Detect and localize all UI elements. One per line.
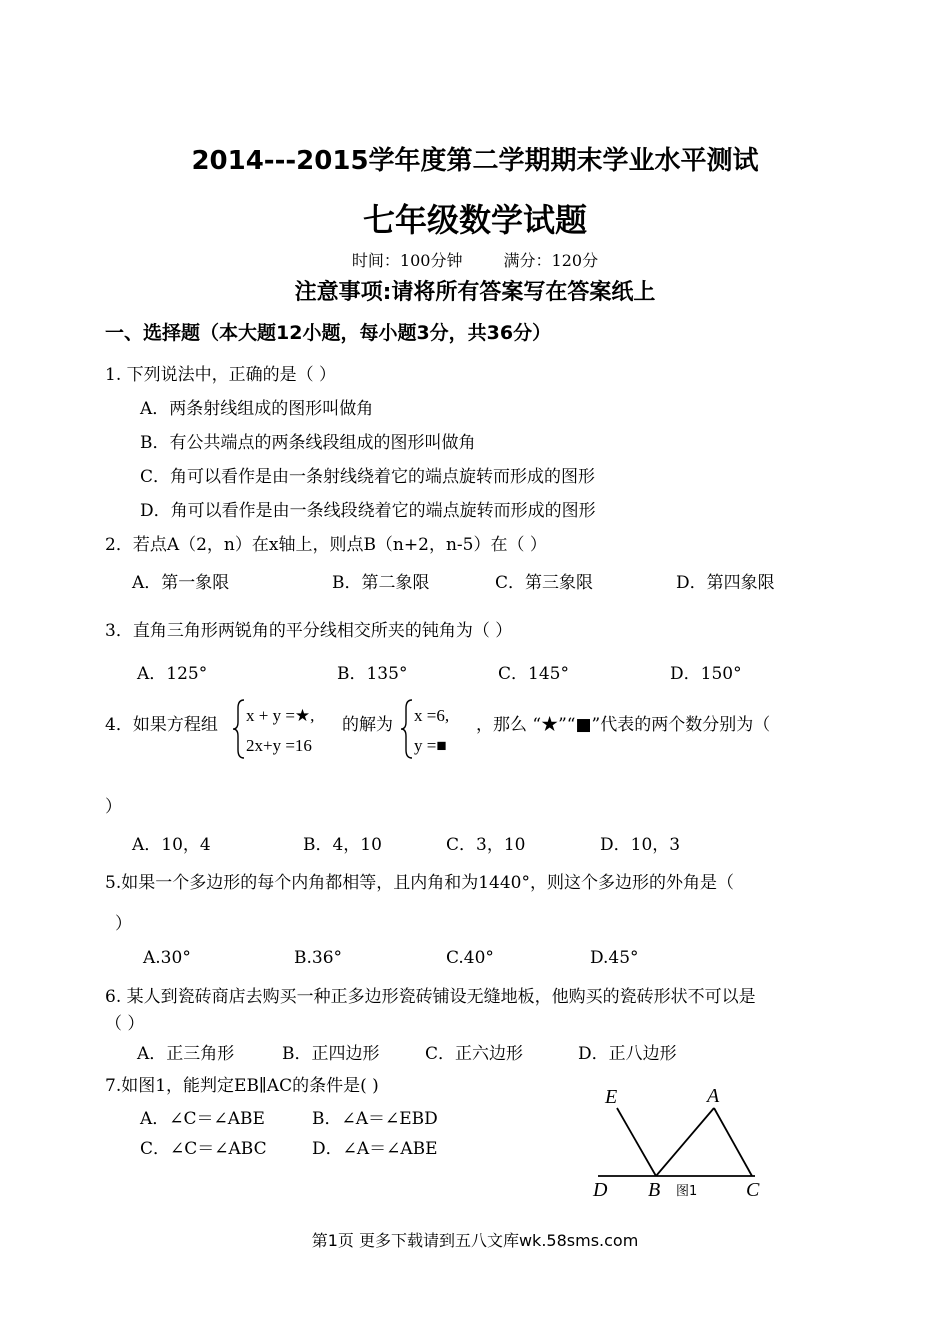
question-7: 7.如图1，能判定EB∥AC的条件是( ) bbox=[105, 1076, 379, 1096]
section-title: 一、选择题（本大题12小题，每小题3分，共36分） bbox=[105, 322, 552, 344]
q4-solution-brace bbox=[400, 698, 414, 760]
q2-option-b: B．第二象限 bbox=[332, 573, 430, 593]
question-1: 1. 下列说法中，正确的是（ ） bbox=[105, 365, 337, 385]
q3-option-c: C．145° bbox=[498, 664, 569, 684]
q6-option-a: A．正三角形 bbox=[137, 1044, 235, 1064]
exam-meta bbox=[0, 248, 950, 271]
figure-1 bbox=[585, 1080, 775, 1205]
q4-system-brace bbox=[232, 698, 246, 760]
segment-ba bbox=[656, 1108, 714, 1176]
segment-eb bbox=[617, 1108, 656, 1176]
q1-option-d: D．角可以看作是由一条线段绕着它的端点旋转而形成的图形 bbox=[140, 501, 596, 521]
q2-option-a: A．第一象限 bbox=[132, 573, 230, 593]
question-5: 5.如果一个多边形的每个内角都相等，且内角和为1440°，则这个多边形的外角是（ bbox=[105, 873, 734, 893]
question-2: 2．若点A（2，n）在x轴上，则点B（n+2，n-5）在（ ） bbox=[105, 535, 547, 555]
q5-option-b: B.36° bbox=[294, 948, 343, 968]
exam-title: 2014---2015学年度第二学期期末学业水平测试 bbox=[191, 146, 759, 176]
q3-option-a: A．125° bbox=[137, 664, 208, 684]
q6-option-c: C．正六边形 bbox=[425, 1044, 524, 1064]
q2-option-d: D．第四象限 bbox=[676, 573, 775, 593]
question-6: 6. 某人到瓷砖商店去购买一种正多边形瓷砖铺设无缝地板，他购买的瓷砖形状不可以是 bbox=[105, 987, 756, 1007]
q1-option-c: C．角可以看作是由一条射线绕着它的端点旋转而形成的图形 bbox=[140, 467, 596, 487]
question-4-middle: 的解为 bbox=[342, 715, 393, 735]
page-footer: 第1页 更多下载请到五八文库wk.58sms.com bbox=[311, 1231, 639, 1250]
full-score: 满分：120分 bbox=[503, 251, 599, 270]
q6-option-d: D．正八边形 bbox=[578, 1044, 677, 1064]
segment-ac bbox=[714, 1108, 752, 1176]
q4-option-a: A．10，4 bbox=[132, 835, 211, 855]
q4-sol2: y =■ bbox=[414, 736, 447, 755]
exam-notice: 注意事项:请将所有答案写在答案纸上 bbox=[294, 280, 656, 305]
question-4-prefix: 4．如果方程组 bbox=[105, 715, 218, 735]
exam-subtitle: 七年级数学试题 bbox=[362, 201, 587, 239]
q7-option-d: D．∠A＝∠ABE bbox=[312, 1139, 438, 1159]
question-4-suffix: ，那么 “★”“■”代表的两个数分别为（ bbox=[476, 715, 771, 735]
label-b: B bbox=[648, 1179, 661, 1201]
q5-option-c: C.40° bbox=[446, 948, 494, 968]
label-e: E bbox=[605, 1086, 618, 1108]
q1-option-a: A．两条射线组成的图形叫做角 bbox=[140, 399, 374, 419]
q7-option-c: C．∠C＝∠ABC bbox=[140, 1139, 267, 1159]
q4-option-d: D．10，3 bbox=[600, 835, 681, 855]
time-limit: 时间：100分钟 bbox=[351, 251, 463, 270]
q2-option-c: C．第三象限 bbox=[495, 573, 594, 593]
q6-option-b: B．正四边形 bbox=[282, 1044, 380, 1064]
q7-option-a: A．∠C＝∠ABE bbox=[140, 1109, 265, 1129]
q4-sol1: x =6, bbox=[414, 706, 450, 725]
question-6-cont: （ ） bbox=[105, 1014, 145, 1034]
q5-option-d: D.45° bbox=[590, 948, 639, 968]
label-c: C bbox=[746, 1179, 760, 1201]
label-d: D bbox=[593, 1179, 608, 1201]
label-a: A bbox=[707, 1085, 720, 1107]
q4-eq2: 2x+y =16 bbox=[246, 736, 312, 755]
q5-option-a: A.30° bbox=[143, 948, 191, 968]
question-5-cont: ） bbox=[115, 914, 132, 934]
figure-caption: 图1 bbox=[676, 1184, 698, 1199]
q4-option-b: B．4，10 bbox=[303, 835, 382, 855]
q7-option-b: B．∠A＝∠EBD bbox=[312, 1109, 438, 1129]
question-3: 3．直角三角形两锐角的平分线相交所夹的钝角为（ ） bbox=[105, 621, 513, 641]
q4-eq1: x + y =★, bbox=[246, 706, 315, 725]
question-4-cont: ） bbox=[105, 797, 122, 817]
q1-option-b: B．有公共端点的两条线段组成的图形叫做角 bbox=[140, 433, 476, 453]
q3-option-d: D．150° bbox=[670, 664, 742, 684]
q4-option-c: C．3，10 bbox=[446, 835, 526, 855]
q3-option-b: B．135° bbox=[337, 664, 408, 684]
